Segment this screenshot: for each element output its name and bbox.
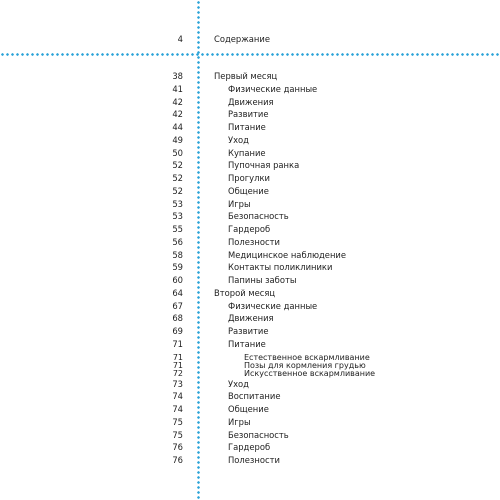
toc-entry-page: 42 [172, 109, 183, 120]
toc-entry-title: Игры [228, 198, 251, 209]
toc-entry-title: Медицинское наблюдение [228, 249, 347, 260]
toc-entry [0, 274, 500, 287]
toc-entry [0, 429, 500, 442]
toc-entry-page: 76 [172, 442, 183, 453]
toc-entry-page: 59 [172, 262, 183, 273]
toc-entry [0, 378, 500, 391]
toc-entry-page: 44 [172, 122, 183, 132]
toc-entry [0, 96, 500, 109]
toc-entry-title: Развитие [228, 326, 269, 336]
toc-entry-title: Первый месяц [214, 71, 278, 81]
toc-entry [0, 134, 500, 147]
toc-entry-title: Движения [228, 313, 274, 324]
toc-entry-page: 53 [172, 211, 183, 222]
toc-entry [0, 249, 500, 262]
toc-entry-title: Пупочная ранка [228, 160, 300, 171]
toc-entry-page: 50 [172, 147, 183, 158]
toc-entry [0, 121, 500, 134]
horizontal-guide-line [0, 53, 500, 56]
toc-entry-title: Прогулки [228, 173, 270, 183]
toc-entry-page: 42 [172, 96, 183, 107]
toc-entry-page: 74 [172, 391, 183, 402]
toc-entry-title: Общение [228, 404, 269, 415]
toc-entry-page: 56 [172, 236, 183, 247]
toc-entry-title: Уход [228, 134, 249, 145]
toc-entry-page: 75 [172, 429, 183, 440]
toc-entry-title: Второй месяц [214, 287, 276, 298]
table-of-contents [0, 70, 500, 467]
toc-entry-page: 60 [172, 275, 183, 285]
toc-entry [0, 172, 500, 185]
toc-entry [0, 325, 500, 338]
toc-entry-title: Безопасность [228, 429, 289, 440]
toc-entry-title: Контакты поликлиники [228, 262, 333, 273]
toc-entry-page: 64 [172, 287, 183, 298]
toc-entry [0, 361, 500, 369]
toc-entry-page: 52 [172, 160, 183, 171]
toc-entry-title: Гардероб [228, 442, 271, 453]
toc-entry-page: 52 [172, 185, 183, 196]
toc-entry-page: 71 [172, 352, 183, 362]
toc-entry [0, 83, 500, 96]
toc-entry-title: Безопасность [228, 211, 289, 222]
toc-entry-title: Питание [228, 338, 266, 349]
toc-entry [0, 108, 500, 121]
toc-entry-title: Гардероб [228, 224, 271, 234]
toc-entry-page: 73 [172, 378, 183, 389]
toc-entry-title: Движения [228, 96, 274, 107]
toc-entry [0, 287, 500, 300]
toc-entry [0, 390, 500, 403]
toc-entry-page: 74 [172, 404, 183, 415]
toc-entry-page: 71 [172, 360, 183, 370]
toc-entry [0, 441, 500, 454]
toc-entry-title: Питание [228, 122, 266, 132]
page-number: 4 [177, 34, 183, 44]
toc-entry-title: Физические данные [228, 83, 318, 94]
toc-entry-title: Общение [228, 185, 269, 196]
toc-entry [0, 70, 500, 83]
toc-entry [0, 454, 500, 467]
toc-entry-title: Позы для кормления грудью [244, 360, 366, 370]
toc-entry [0, 159, 500, 172]
toc-entry [0, 338, 500, 351]
toc-entry [0, 369, 500, 377]
toc-entry-title: Искусственное вскармливание [244, 369, 376, 379]
toc-entry-title: Развитие [228, 109, 269, 120]
toc-entry-page: 58 [172, 249, 183, 260]
toc-entry [0, 147, 500, 160]
toc-entry-page: 72 [172, 369, 183, 379]
toc-entry-page: 55 [172, 224, 183, 234]
toc-entry-page: 69 [172, 326, 183, 336]
toc-entry-title: Папины заботы [228, 275, 297, 285]
toc-entry-title: Игры [228, 416, 251, 427]
toc-entry [0, 300, 500, 313]
toc-entry [0, 185, 500, 198]
toc-entry [0, 353, 500, 361]
toc-entry-title: Физические данные [228, 300, 318, 311]
toc-entry-page: 67 [172, 300, 183, 311]
toc-entry-page: 76 [172, 455, 183, 466]
toc-entry [0, 312, 500, 325]
toc-entry-page: 75 [172, 416, 183, 427]
toc-entry-title: Полезности [228, 236, 280, 247]
toc-entry-title: Купание [228, 147, 266, 158]
toc-entry [0, 198, 500, 211]
toc-entry-page: 68 [172, 313, 183, 324]
toc-entry-title: Естественное вскармливание [244, 352, 370, 362]
toc-entry-page: 53 [172, 198, 183, 209]
toc-entry [0, 223, 500, 236]
toc-entry-title: Уход [228, 378, 249, 389]
toc-entry-page: 71 [172, 338, 183, 349]
toc-entry-page: 52 [172, 173, 183, 183]
toc-entry-page: 38 [172, 71, 183, 81]
toc-entry-page: 41 [172, 83, 183, 94]
toc-entry-title: Полезности [228, 455, 280, 466]
toc-entry [0, 236, 500, 249]
toc-entry-title: Воспитание [228, 391, 281, 402]
page-title: Содержание [214, 34, 270, 44]
toc-entry [0, 403, 500, 416]
toc-entry-page: 49 [172, 134, 183, 145]
toc-entry [0, 261, 500, 274]
toc-entry [0, 416, 500, 429]
toc-entry [0, 210, 500, 223]
